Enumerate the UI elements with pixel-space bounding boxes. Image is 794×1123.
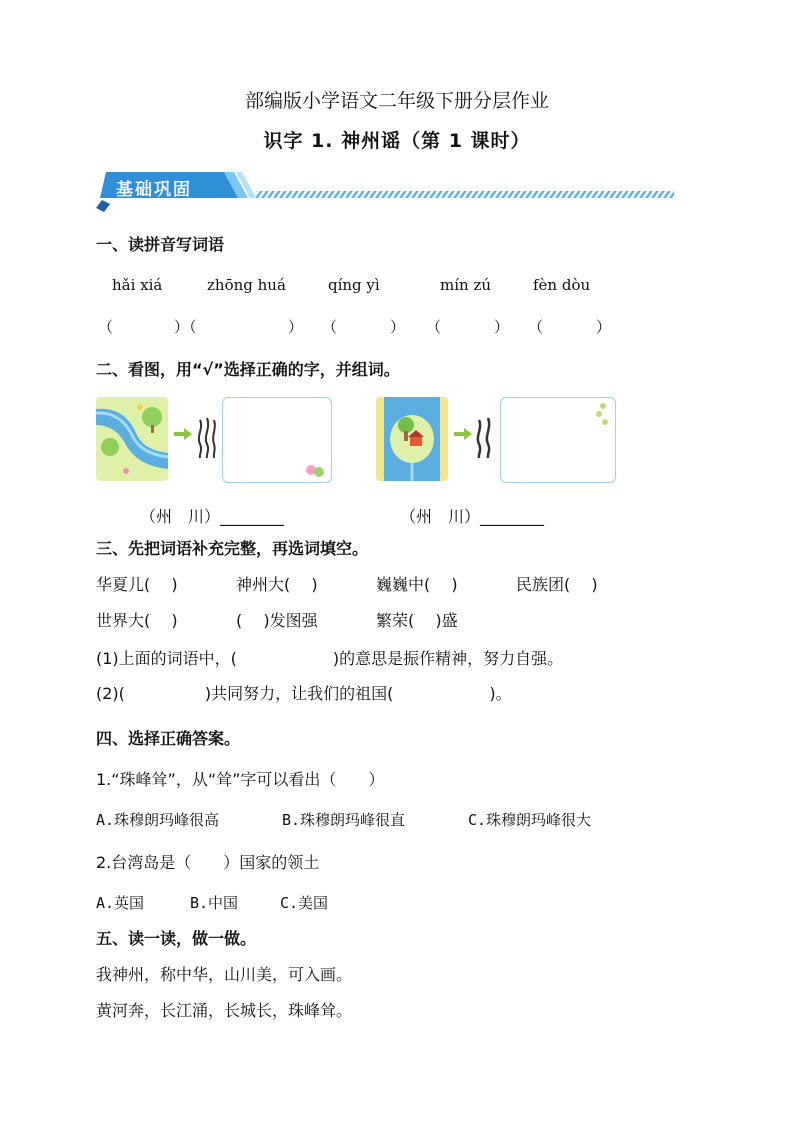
island-picture	[376, 397, 448, 481]
blank-paren: （	[528, 318, 544, 336]
q1-heading: 一、读拼音写词语	[96, 235, 225, 254]
blank-paren: （	[426, 318, 442, 336]
pinyin-3: qíng yì	[328, 276, 380, 294]
fill-sentence-1: (1)上面的词语中，( )的意思是振作精神，努力自强。	[96, 649, 564, 668]
pinyin-5: fèn dòu	[533, 276, 591, 294]
q3-heading: 三、先把词语补充完整，再选词填空。	[96, 539, 369, 558]
option-c: C.珠穆朗玛峰很大	[468, 811, 592, 829]
arrow-icon	[174, 428, 192, 440]
pinyin-4: mín zú	[440, 276, 492, 294]
option-a: A.珠穆朗玛峰很高	[96, 811, 220, 829]
word-item: 华夏儿( )	[96, 575, 178, 594]
river-picture	[96, 397, 168, 481]
zhou-character-icon	[474, 416, 496, 460]
banner-label: 基础巩固	[116, 180, 192, 200]
option-a: A.英国	[96, 894, 145, 912]
q5-heading: 五、读一读，做一做。	[96, 929, 257, 948]
arrow-icon	[454, 428, 472, 440]
worksheet-title: 部编版小学语文二年级下册分层作业	[244, 90, 549, 112]
answer-box-left	[222, 397, 332, 483]
choice-right: （州 川）________	[400, 507, 545, 526]
lesson-subtitle: 识字 1. 神州谣（第 1 课时）	[263, 130, 531, 152]
blank-paren: （	[98, 318, 114, 336]
word-item: ( )发图强	[236, 611, 318, 630]
question-2: 2.台湾岛是（ ）国家的领土	[96, 853, 320, 872]
answer-box-right	[500, 397, 616, 483]
fill-sentence-2: (2)( )共同努力，让我们的祖国( )。	[96, 684, 512, 703]
chuan-character-icon	[196, 416, 218, 460]
blank-paren: ）	[494, 318, 510, 336]
q4-heading: 四、选择正确答案。	[96, 729, 241, 748]
blank-paren: ）	[288, 318, 304, 336]
flower-icon	[303, 460, 327, 478]
vine-icon	[593, 400, 611, 430]
q2-heading: 二、看图，用“√”选择正确的字，并组词。	[96, 360, 400, 379]
blank-paren: ）（	[174, 318, 197, 336]
option-c: C.美国	[280, 894, 329, 912]
option-b: B.中国	[190, 894, 239, 912]
blank-paren: （	[322, 318, 338, 336]
word-item: 世界大( )	[96, 611, 178, 630]
pinyin-1: hǎi xiá	[112, 276, 163, 294]
poem-line-1: 我神州，称中华，山川美，可入画。	[96, 965, 353, 984]
choice-left: （州 川）________	[140, 507, 285, 526]
blank-paren: ）	[390, 318, 406, 336]
word-item: 神州大( )	[236, 575, 318, 594]
blank-paren: ）	[596, 318, 612, 336]
section-banner	[96, 168, 676, 212]
option-b: B.珠穆朗玛峰很直	[282, 811, 406, 829]
question-1: 1.“珠峰耸”，从“耸”字可以看出（ ）	[96, 770, 385, 789]
word-item: 巍巍中( )	[376, 575, 458, 594]
pinyin-2: zhōng huá	[207, 276, 286, 294]
poem-line-2: 黄河奔，长江涌，长城长，珠峰耸。	[96, 1001, 353, 1020]
word-item: 繁荣( )盛	[376, 611, 458, 630]
word-item: 民族团( )	[516, 575, 598, 594]
